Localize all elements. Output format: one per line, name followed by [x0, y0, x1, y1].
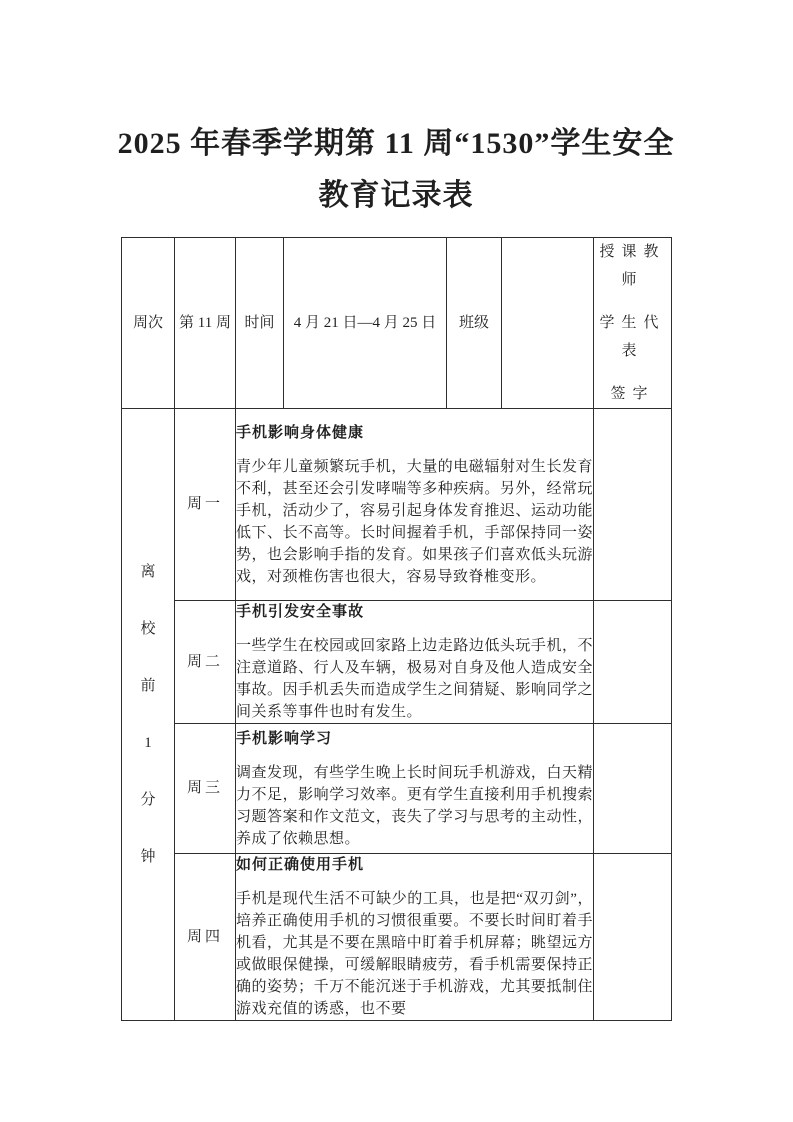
document-title-line1: 2025 年春季学期第 11 周“1530”学生安全	[117, 127, 675, 160]
section-label-char: 分	[140, 791, 156, 808]
content-cell-tuesday	[236, 601, 594, 724]
table-row-thursday	[122, 854, 672, 1021]
day-cell-thursday: 周四	[175, 854, 236, 1021]
header-class-value-cell	[502, 238, 594, 409]
record-table	[121, 237, 672, 1021]
signature-cell-thursday	[594, 854, 672, 1021]
topic-body: 调查发现，有些学生晚上长时间玩手机游戏，白天精力不足，影响学习效率。更有学生直接利用手机搜索习题答案和作文范文，丧失了学习与思考的主动性，养成了依赖思想。	[236, 764, 593, 847]
document-title-line2: 教育记录表	[318, 179, 474, 212]
topic-title: 手机引发安全事故	[236, 604, 365, 620]
section-label-char: 校	[140, 620, 156, 637]
header-time-label: 时间	[236, 238, 284, 409]
section-label-char: 前	[140, 677, 156, 694]
table-row-tuesday	[122, 601, 672, 724]
signer-student-label: 学生代表	[599, 315, 666, 359]
header-week-value: 第 11 周	[175, 238, 236, 409]
topic-title: 手机影响学习	[236, 730, 333, 747]
header-class-label: 班级	[447, 238, 502, 409]
section-label-char: 离	[140, 563, 156, 580]
section-label-char: 钟	[140, 848, 156, 865]
topic-title: 如何正确使用手机	[236, 857, 365, 873]
content-cell-monday	[236, 409, 594, 601]
content-cell-wednesday	[236, 724, 594, 854]
signer-teacher-label: 授课教师	[599, 244, 666, 288]
day-cell-monday: 周一	[175, 409, 236, 601]
signature-cell-monday	[594, 409, 672, 601]
topic-body: 一些学生在校园或回家路上边走路边低头玩手机，不注意道路、行人及车辆，极易对自身及他人造成安全事故。因手机丢失而造成学生之间猜疑、影响同学之间关系等事件也时有发生。	[236, 638, 593, 720]
table-header-row	[122, 238, 672, 409]
topic-body: 青少年儿童频繁玩手机，大量的电磁辐射对生长发育不利，甚至还会引发哮喘等多种疾病。另外，经常玩手机，活动少了，容易引起身体发育推迟、运动功能低下、长不高等。长时间握着手机，手部保持同一姿势，也会影响手指的发育。如果孩子们喜欢低头玩游戏，对颈椎伤害也很大，容易导致脊椎变形。	[236, 458, 593, 585]
day-cell-tuesday: 周二	[175, 601, 236, 724]
table-row-monday	[122, 409, 672, 601]
signature-cell-tuesday	[594, 601, 672, 724]
header-signer-cell	[594, 238, 672, 409]
content-cell-thursday	[236, 854, 594, 1021]
topic-title: 手机影响身体健康	[236, 424, 365, 441]
section-label-cell	[122, 409, 175, 1021]
topic-body: 手机是现代生活不可缺少的工具，也是把“双刃剑”，培养正确使用手机的习惯很重要。不要长时间盯着手机看，尤其是不要在黑暗中盯着手机屏幕；眺望远方或做眼保健操，可缓解眼睛疲劳，看手机需要保持正确的姿势；千万不能沉迷于手机游戏，尤其要抵制住游戏充值的诱惑，也不要	[236, 891, 593, 1017]
document-title	[111, 118, 681, 222]
table-row-wednesday	[122, 724, 672, 854]
section-label-char: 1	[144, 734, 152, 751]
signer-sign-label: 签字	[610, 386, 655, 402]
header-week-label: 周次	[122, 238, 175, 409]
day-cell-wednesday: 周三	[175, 724, 236, 854]
header-time-value: 4 月 21 日—4 月 25 日	[284, 238, 447, 409]
signature-cell-wednesday	[594, 724, 672, 854]
